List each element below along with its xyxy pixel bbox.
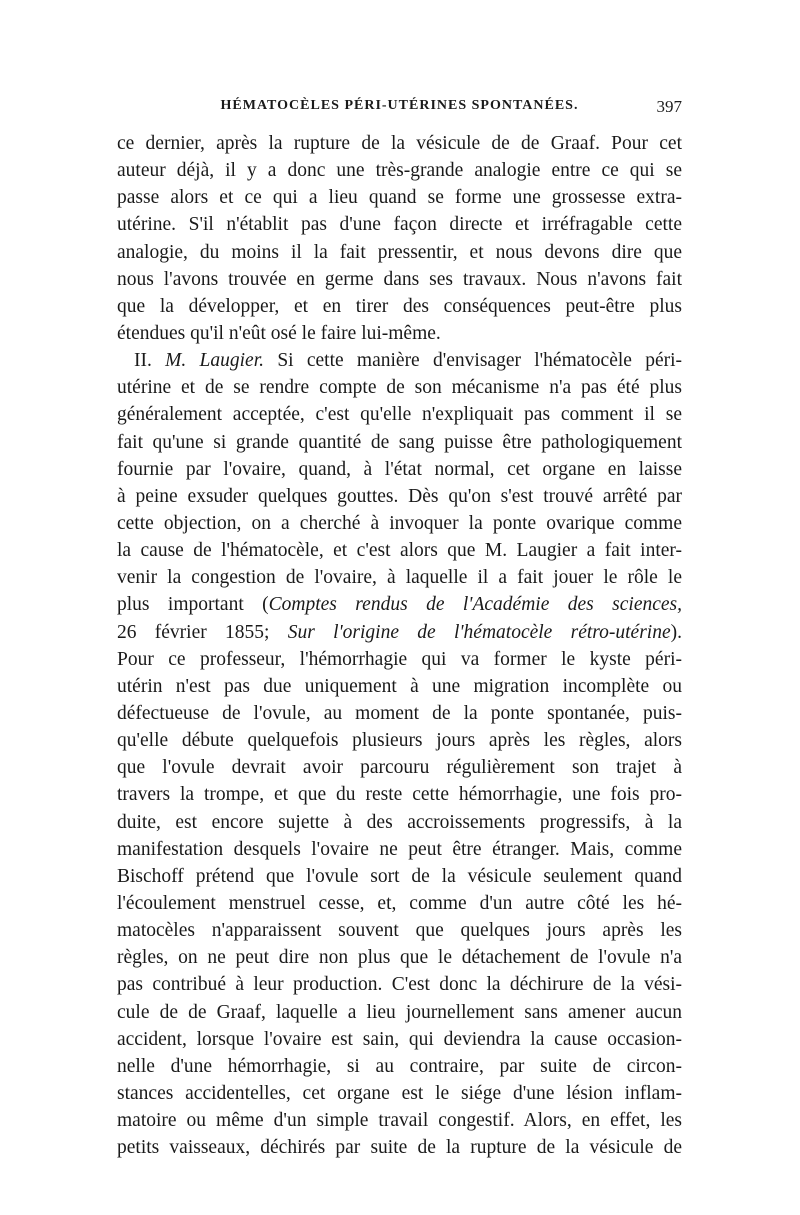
- text-line: fait qu'une si grande quantité de sang puisse être pathologiquement: [117, 431, 682, 453]
- text-line: utérine. S'il n'établit pas d'une façon directe et irréfragable cette: [117, 214, 682, 236]
- text-line: utérine et de se rendre compte de son mécanisme n'a pas été plus: [117, 377, 682, 399]
- text-span: plus important (: [117, 594, 269, 616]
- text-line: fournie par l'ovaire, quand, à l'état normal, cet organe en laisse: [117, 458, 682, 480]
- text-line: petits vaisseaux, déchirés par suite de la rupture de la vésicule de: [117, 1137, 682, 1159]
- running-header: [117, 98, 682, 122]
- text-line: la cause de l'hématocèle, et c'est alors que M. Laugier a fait inter-: [117, 540, 682, 562]
- text-line: utérin n'est pas due uniquement à une migration incomplète ou: [117, 675, 682, 697]
- section-number: II.: [134, 350, 152, 372]
- text-line: l'écoulement menstruel cesse, et, comme d'un autre côté les hé-: [117, 892, 682, 914]
- text-line: duite, est encore sujette à des accroissements progressifs, à la: [117, 811, 682, 833]
- citation-line: [117, 591, 682, 618]
- running-title: HÉMATOCÈLES PÉRI-UTÉRINES SPONTANÉES.: [220, 98, 579, 113]
- citation-line: [117, 619, 682, 646]
- text-line: nelle d'une hémorrhagie, si au contraire, par suite de circon-: [117, 1055, 682, 1077]
- text-span: Si cette manière d'envisager l'hématocèle péri-: [277, 350, 683, 372]
- text-line: pas contribué à leur production. C'est donc la déchirure de la vési-: [117, 974, 682, 996]
- text-line: cule de de Graaf, laquelle a lieu journellement sans amener aucun: [117, 1001, 682, 1023]
- text-line: nous l'avons trouvée en germe dans ses travaux. Nous n'avons fait: [117, 268, 682, 290]
- section-author: M. Laugier.: [165, 350, 265, 372]
- citation-title: Comptes rendus de l'Académie des sciences,: [268, 594, 682, 616]
- text-line: ce dernier, après la rupture de la vésicule de de Graaf. Pour cet: [117, 133, 682, 154]
- text-line: généralement acceptée, c'est qu'elle n'expliquait pas comment il se: [117, 404, 682, 426]
- text-line: que la développer, et en tirer des conséquences peut-être plus: [117, 295, 682, 317]
- section-start-line: [117, 347, 682, 374]
- page-number: 397: [656, 97, 682, 116]
- text-line: défectueuse de l'ovule, au moment de la ponte spontanée, puis-: [117, 702, 682, 724]
- text-line: venir la congestion de l'ovaire, à laquelle il a fait jouer le rôle le: [117, 567, 682, 589]
- text-line: Pour ce professeur, l'hémorrhagie qui va former le kyste péri-: [117, 648, 682, 670]
- text-line: accident, lorsque l'ovaire est sain, qui deviendra la cause occasion-: [117, 1028, 682, 1050]
- text-line: manifestation desquels l'ovaire ne peut être étranger. Mais, comme: [117, 838, 682, 860]
- text-line: règles, on ne peut dire non plus que le détachement de l'ovule n'a: [117, 947, 682, 969]
- text-line: Bischoff prétend que l'ovule sort de la vésicule seulement quand: [117, 865, 682, 887]
- text-line: passe alors et ce qui a lieu quand se forme une grossesse extra-: [117, 187, 682, 209]
- text-line: matoire ou même d'un simple travail congestif. Alors, en effet, les: [117, 1110, 682, 1132]
- text-span: 26 février 1855;: [117, 621, 270, 643]
- text-line: analogie, du moins il la fait pressentir, et nous devons dire que: [117, 241, 682, 263]
- text-line: travers la trompe, et que du reste cette hémorrhagie, une fois pro-: [117, 784, 682, 806]
- text-line: à peine exsuder quelques gouttes. Dès qu'on s'est trouvé arrêté par: [117, 485, 682, 507]
- text-line: que l'ovule devrait avoir parcouru régulièrement son trajet à: [117, 757, 682, 779]
- text-line: qu'elle débute quelquefois plusieurs jours après les règles, alors: [117, 730, 682, 752]
- citation-close: ).: [670, 621, 682, 643]
- text-line: auteur déjà, il y a donc une très-grande analogie entre ce qui se: [117, 160, 682, 182]
- text-line: matocèles n'apparaissent souvent que quelques jours après les: [117, 920, 682, 942]
- paragraph-end-line: étendues qu'il n'eût osé le faire lui-même.: [117, 322, 441, 344]
- text-line: stances accidentelles, cet organe est le siége d'une lésion inflam-: [117, 1082, 682, 1104]
- text-line: cette objection, on a cherché à invoquer la ponte ovarique comme: [117, 512, 682, 534]
- body-text: [117, 130, 682, 1161]
- citation-title: Sur l'origine de l'hématocèle rétro-utérine: [287, 621, 671, 643]
